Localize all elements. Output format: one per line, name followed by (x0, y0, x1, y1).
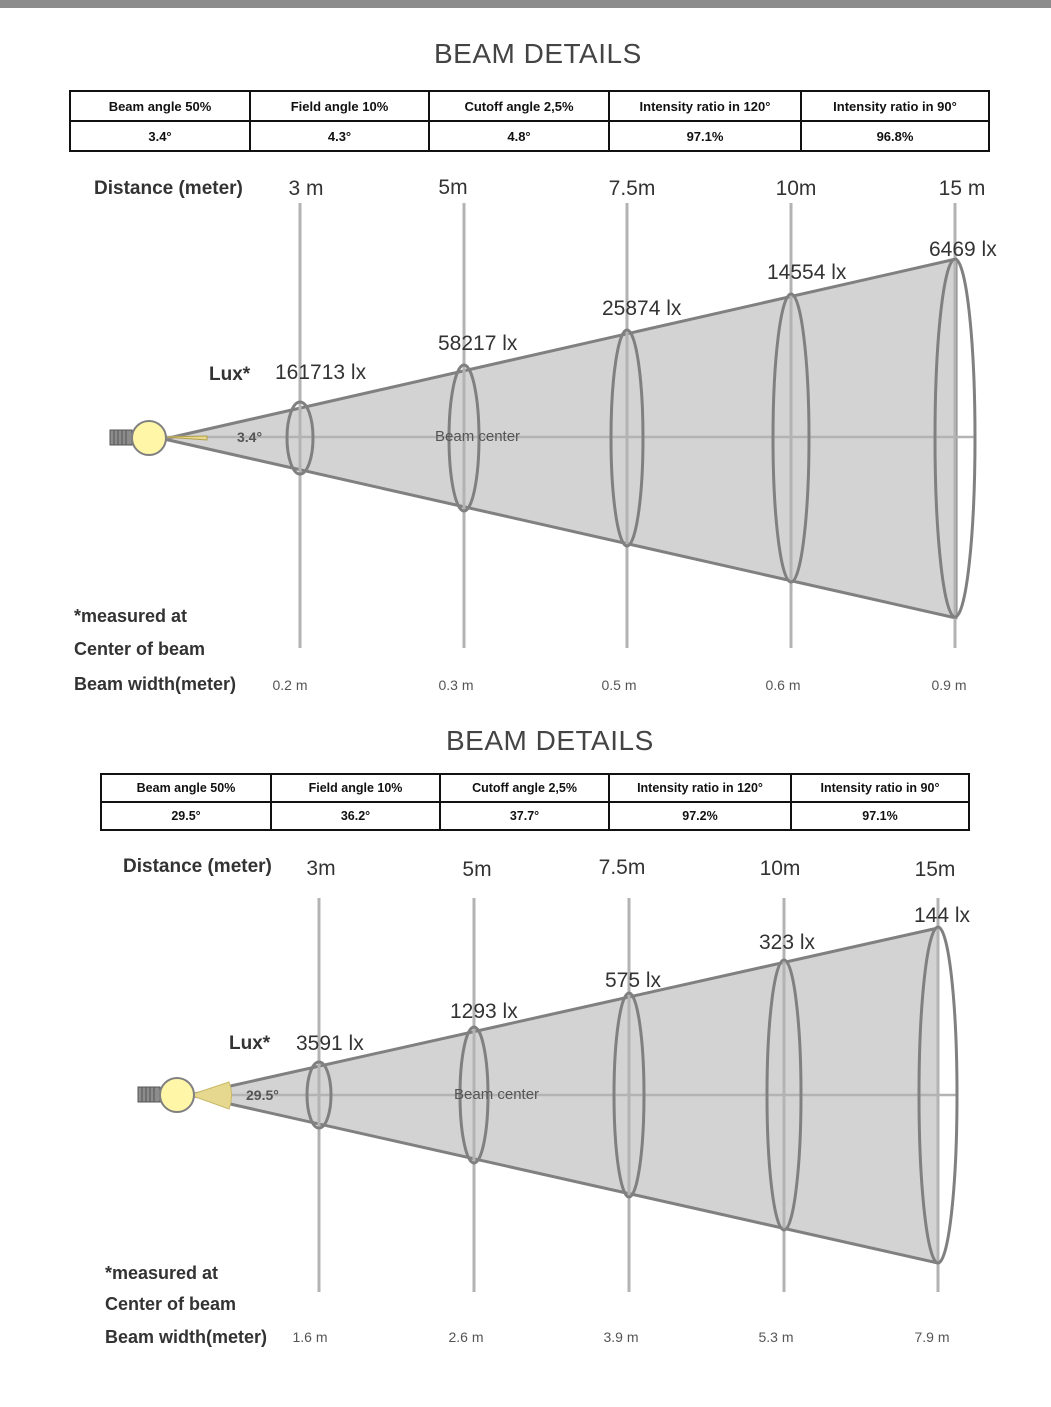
table-header-row (101, 774, 969, 802)
distance-label: 10m (775, 177, 817, 200)
beam-specs-table (100, 773, 970, 831)
lux-label: Lux* (209, 364, 251, 385)
beam-width-axis-label: Beam width(meter) (74, 674, 237, 694)
value-cell: 3.4° (70, 121, 250, 151)
beam-width-value: 5.3 m (758, 1329, 794, 1345)
header-cell: Field angle 10% (271, 774, 440, 802)
distance-label: 7.5m (608, 177, 656, 200)
distance-label: 15m (914, 858, 956, 881)
header-cell: Beam angle 50% (70, 91, 250, 121)
beam-width-value: 0.2 m (272, 677, 308, 693)
beam-cone (164, 259, 956, 618)
value-cell: 97.2% (609, 802, 791, 830)
header-cell: Beam angle 50% (101, 774, 271, 802)
table-value-row (70, 121, 989, 151)
value-cell: 29.5° (101, 802, 271, 830)
beam-angle-label: 3.4° (237, 429, 263, 445)
header-cell: Cutoff angle 2,5% (440, 774, 609, 802)
table-header-row (70, 91, 989, 121)
beam-angle-label: 29.5° (246, 1087, 279, 1103)
header-cell: Intensity ratio in 120° (609, 91, 801, 121)
beam-width-value: 0.6 m (765, 677, 801, 693)
beam-width-value: 0.9 m (931, 677, 967, 693)
beam-center-label: Beam center (454, 1086, 540, 1103)
section-title: BEAM DETAILS (446, 725, 654, 756)
header-cell: Cutoff angle 2,5% (429, 91, 609, 121)
lux-value: 323 lx (759, 931, 816, 954)
beam-angle-wedge (190, 1082, 232, 1109)
lux-value: 3591 lx (296, 1032, 364, 1055)
distance-label: 10m (759, 857, 801, 880)
beam-width-value: 0.5 m (601, 677, 637, 693)
table-value-row (101, 802, 969, 830)
distance-label: 3m (306, 857, 336, 880)
distance-axis-label: Distance (meter) (94, 178, 243, 199)
top-border-bar (0, 0, 1051, 8)
footnote-line: Center of beam (105, 1294, 237, 1314)
distance-label: 15 m (938, 177, 986, 200)
beam-width-value: 2.6 m (448, 1329, 484, 1345)
footnote-line: *measured at (105, 1263, 219, 1283)
distance-label: 5m (438, 176, 468, 199)
value-cell: 97.1% (791, 802, 969, 830)
value-cell: 97.1% (609, 121, 801, 151)
distance-label: 7.5m (598, 856, 646, 879)
header-cell: Field angle 10% (250, 91, 429, 121)
footnote-line: Center of beam (74, 639, 206, 659)
value-cell: 96.8% (801, 121, 989, 151)
lux-value: 58217 lx (438, 332, 518, 355)
header-cell: Intensity ratio in 120° (609, 774, 791, 802)
header-cell: Intensity ratio in 90° (791, 774, 969, 802)
distance-label: 3 m (288, 177, 324, 200)
beam-width-value: 3.9 m (603, 1329, 639, 1345)
beam-width-value: 7.9 m (914, 1329, 950, 1345)
lux-value: 575 lx (605, 969, 662, 992)
beam-specs-table (69, 90, 990, 152)
value-cell: 37.7° (440, 802, 609, 830)
beam-center-label: Beam center (435, 428, 521, 445)
value-cell: 4.8° (429, 121, 609, 151)
light-bulb-icon (110, 421, 166, 455)
lux-value: 1293 lx (450, 1000, 518, 1023)
distance-axis-label: Distance (meter) (123, 856, 272, 877)
footnote-line: *measured at (74, 606, 188, 626)
beam-width-value: 1.6 m (292, 1329, 328, 1345)
light-bulb-icon (138, 1078, 194, 1112)
beam-width-value: 0.3 m (438, 677, 474, 693)
lux-value: 25874 lx (602, 297, 682, 320)
beam-diagram (0, 840, 1051, 1360)
section-title: BEAM DETAILS (434, 38, 642, 69)
beam-diagram (0, 160, 1051, 720)
lux-label: Lux* (229, 1033, 271, 1054)
header-cell: Intensity ratio in 90° (801, 91, 989, 121)
lux-value: 14554 lx (767, 261, 847, 284)
value-cell: 36.2° (271, 802, 440, 830)
lux-value: 6469 lx (929, 238, 997, 261)
lux-value: 144 lx (914, 904, 971, 927)
value-cell: 4.3° (250, 121, 429, 151)
distance-label: 5m (462, 858, 492, 881)
lux-value: 161713 lx (275, 361, 367, 384)
beam-width-axis-label: Beam width(meter) (105, 1327, 268, 1347)
